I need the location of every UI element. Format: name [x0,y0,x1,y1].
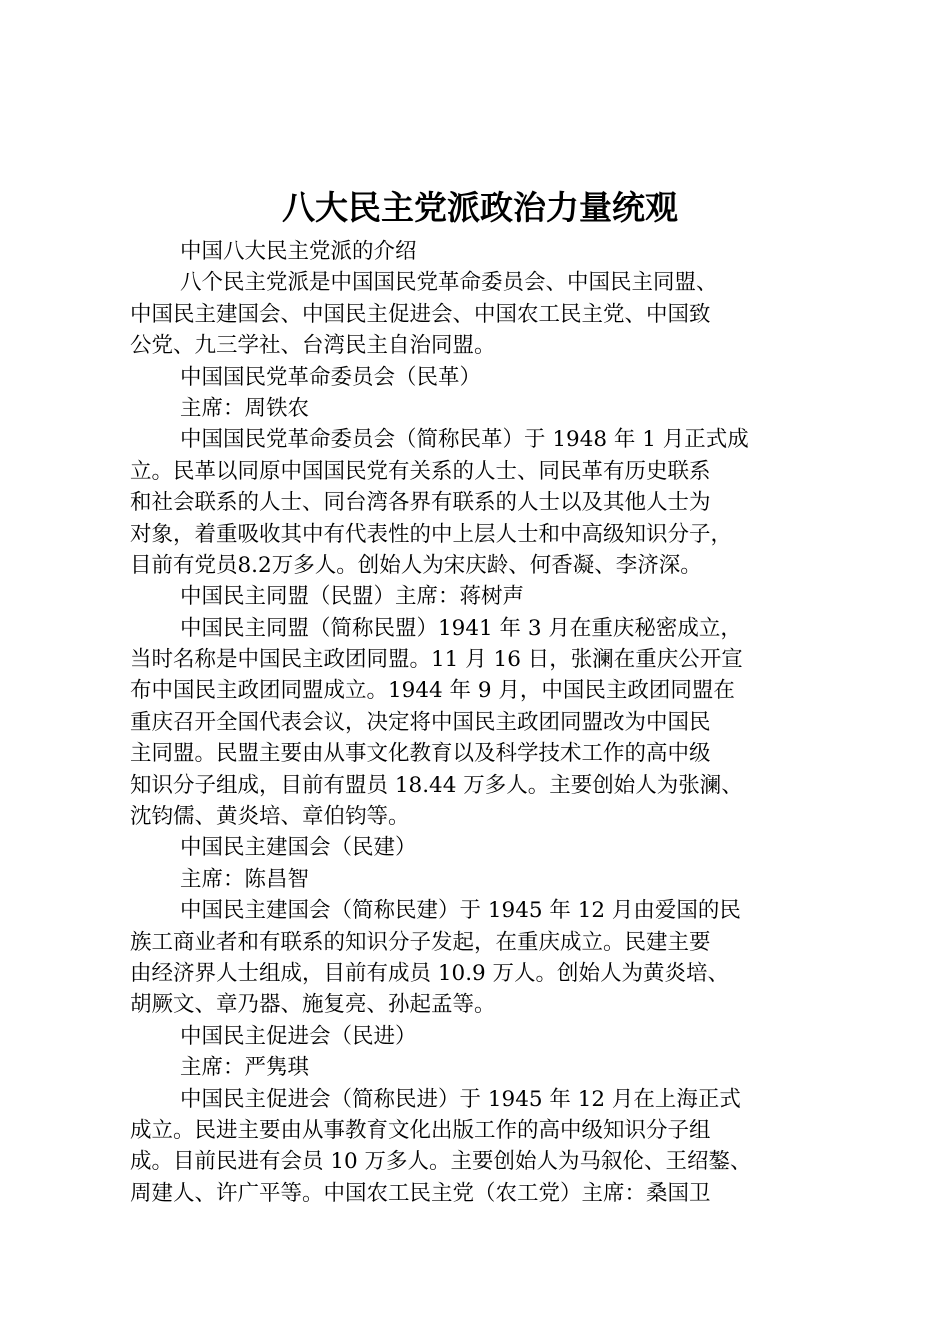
text-line: 主席：周铁农 [180,395,310,421]
text-line: 族工商业者和有联系的知识分子发起，在重庆成立。民建主要 [130,929,711,955]
document-body [130,236,835,1209]
text-line: 主同盟。民盟主要由从事文化教育以及科学技术工作的高中级 [130,741,711,767]
text-line: 和社会联系的人士、同台湾各界有联系的人士以及其他人士为 [130,490,711,516]
text-line: 中国民主建国会、中国民主促进会、中国农工民主党、中国致 [130,301,711,327]
text-line: 胡厥文、章乃器、施复亮、孙起孟等。 [130,992,496,1018]
text-line: 中国民主促进会（民进） [180,1023,417,1049]
text-line: 沈钧儒、黄炎培、章伯钧等。 [130,804,410,830]
page-title: 八大民主党派政治力量统观 [282,188,678,227]
text-line: 公党、九三学社、台湾民主自治同盟。 [130,333,496,359]
text-line: 中国民主建国会（简称民建）于 1945 年 12 月由爱国的民 [180,898,741,924]
text-line: 布中国民主政团同盟成立。1944 年 9 月，中国民主政团同盟在 [130,678,735,704]
text-line: 周建人、许广平等。中国农工民主党（农工党）主席：桑国卫 [130,1180,711,1206]
text-line: 重庆召开全国代表会议，决定将中国民主政团同盟改为中国民 [130,709,711,735]
text-line: 知识分子组成，目前有盟员 18.44 万多人。主要创始人为张澜、 [130,772,743,798]
text-line: 对象，着重吸收其中有代表性的中上层人士和中高级知识分子， [130,521,733,547]
text-line: 中国民主同盟（简称民盟）1941 年 3 月在重庆秘密成立， [180,615,742,641]
text-line: 中国八大民主党派的介绍 [180,239,417,264]
text-line: 主席：陈昌智 [180,866,310,892]
text-line: 中国国民党革命委员会（简称民革）于 1948 年 1 月正式成 [180,427,749,453]
text-line: 中国民主促进会（简称民进）于 1945 年 12 月在上海正式 [180,1086,741,1112]
text-line: 立。民革以同原中国国民党有关系的人士、同民革有历史联系 [130,458,711,484]
text-line: 八个民主党派是中国国民党革命委员会、中国民主同盟、 [180,270,718,296]
text-line: 当时名称是中国民主政团同盟。11 月 16 日，张澜在重庆公开宣 [130,647,743,673]
text-line: 成立。民进主要由从事教育文化出版工作的高中级知识分子组 [130,1117,711,1143]
text-line: 中国国民党革命委员会（民革） [180,364,482,390]
text-line: 由经济界人士组成，目前有成员 10.9 万人。创始人为黄炎培、 [130,960,730,986]
text-line: 中国民主同盟（民盟）主席：蒋树声 [180,584,525,610]
text-line: 目前有党员8.2万多人。创始人为宋庆龄、何香凝、李济深。 [130,552,702,578]
text-line: 中国民主建国会（民建） [180,835,417,861]
text-line: 主席：严隽琪 [180,1055,310,1081]
text-line: 成。目前民进有会员 10 万多人。主要创始人为马叙伦、王绍鏊、 [130,1149,752,1175]
